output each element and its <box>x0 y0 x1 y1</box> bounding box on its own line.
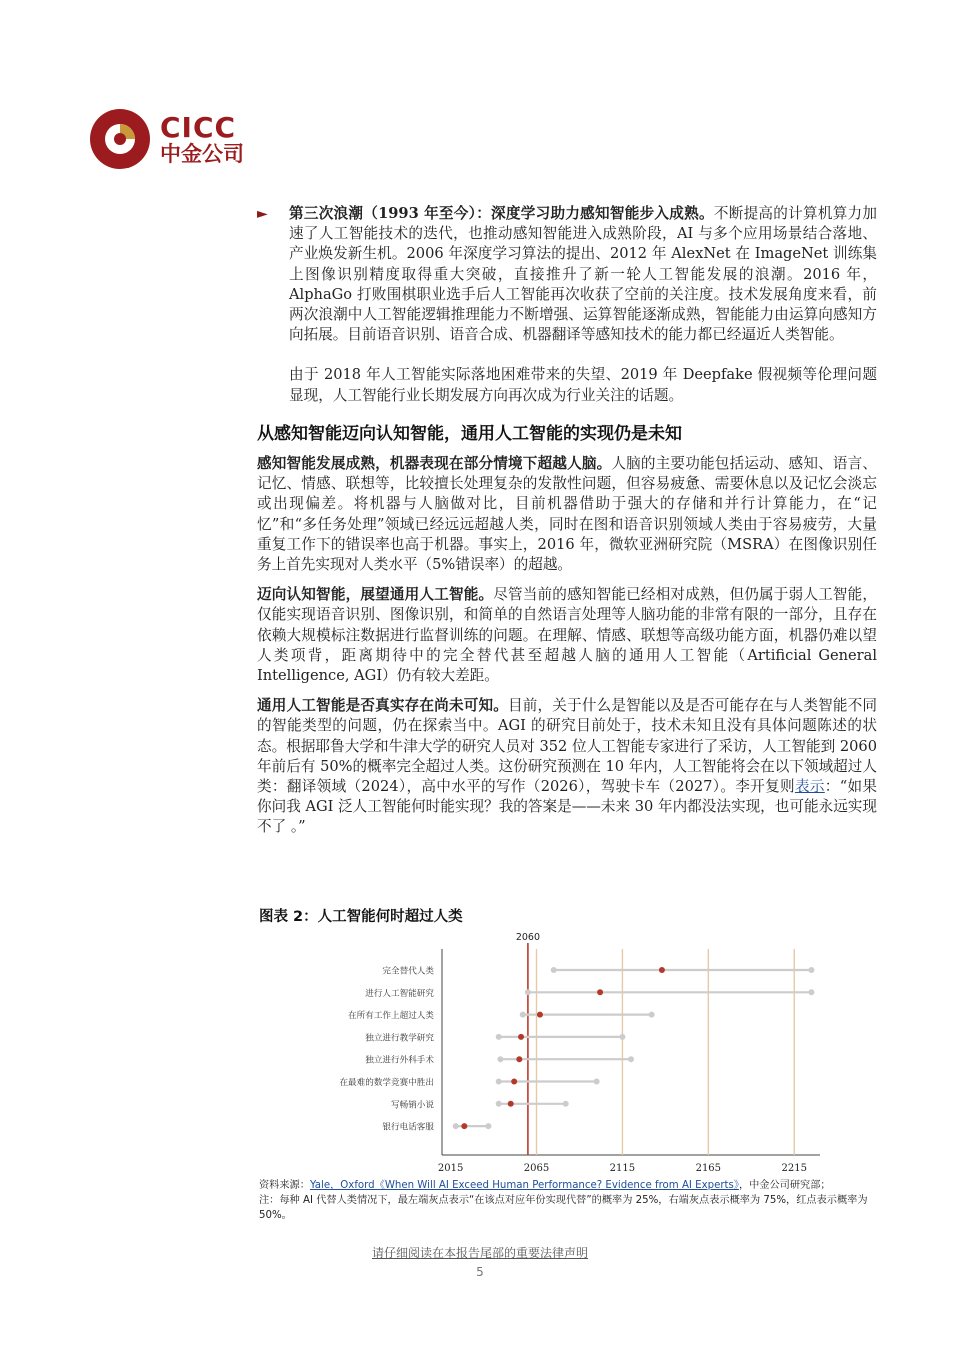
median-point-6 <box>508 1101 514 1107</box>
legal-notice-link[interactable]: 请仔细阅读在本报告尾部的重要法律声明 <box>371 1246 588 1260</box>
x-tick-label-2: 2115 <box>609 1163 636 1174</box>
median-point-4 <box>516 1056 522 1062</box>
low-point-2 <box>520 1012 526 1018</box>
paragraph-agi-tail: ：“如果你问我 AGI 泛人工智能何时能实现？我的答案是——未来 30 年内都没法实现，也可能永远实现不了 。” <box>257 778 877 836</box>
chart-source <box>259 1178 879 1223</box>
x-tick-label-0: 2015 <box>437 1163 464 1174</box>
section-heading: 从感知智能迈向认知智能，通用人工智能的实现仍是未知 <box>257 423 682 444</box>
low-point-3 <box>496 1034 502 1040</box>
median-point-1 <box>597 989 603 995</box>
source-link[interactable]: Yale，Oxford《When Will AI Exceed Human Performance? Evidence from AI Experts》 <box>309 1180 739 1191</box>
low-point-6 <box>496 1101 502 1107</box>
high-point-4 <box>628 1056 634 1062</box>
category-label-6: 写畅销小说 <box>391 1100 434 1111</box>
cicc-logo-mark-icon <box>88 108 152 170</box>
ai-surpass-chart <box>260 925 860 1175</box>
median-point-3 <box>518 1034 524 1040</box>
logo-chinese: 中金公司 <box>160 141 244 166</box>
bullet-text: 不断提高的计算机算力加速了人工智能技术的迭代，也推动感知智能进入成熟阶段，AI 与多个应用场景结合落地、产业焕发新生机。2006 年深度学习算法的提出、2012 年 AlexNet 在 ImageNet 训练集上图像识别精度取得重大突破，直接推升了新一轮人工智能发展的浪潮。2016 年，AlphaGo 打败围棋职业选手后人工智能再次收获了空前的关注度。技术发展角度来看，前两次浪潮中人工智能逻辑推理能力不断增强、运算智能逐渐成熟，智能能力由运算向感知方向拓展。目前语音识别、语音合成、机器翻译等感知技术的能力都已经逼近人类智能。 <box>289 205 877 344</box>
paragraph-perception-title: 感知智能发展成熟，机器表现在部分情境下超越人脑。 <box>257 455 612 473</box>
paragraph-agi-text: 目前，关于什么是智能以及是否可能存在与人类智能不同的智能类型的问题，仍在探索当中。AGI 的研究目前处于，技术未知且没有具体问题陈述的状态。根据耶鲁大学和牛津大学的研究人员对 352 位人工智能专家进行了采访，人工智能到 2060 年前后有 50%的概率完全超过人类。这份研究预测在 10 年内，人工智能将会在以下领域超过人类：翻译领域（2024），高中水平的写作（2026），驾驶卡车（2027）。李开复则 <box>257 697 877 796</box>
low-point-4 <box>497 1056 503 1062</box>
high-point-2 <box>649 1012 655 1018</box>
reference-label: 2060 <box>515 932 541 943</box>
paragraph-cognition <box>257 585 877 686</box>
x-tick-label-1: 2065 <box>523 1163 550 1174</box>
high-point-3 <box>619 1034 625 1040</box>
category-label-7: 银行电话客服 <box>382 1122 434 1133</box>
paragraph-agi-title: 通用人工智能是否真实存在尚未可知。 <box>257 697 509 715</box>
category-label-4: 独立进行外科手术 <box>365 1055 434 1066</box>
source-tail: ，中金公司研究部； <box>738 1180 831 1191</box>
x-tick-label-4: 2215 <box>781 1163 807 1174</box>
high-point-1 <box>808 989 814 995</box>
median-point-2 <box>537 1012 543 1018</box>
logo-english: CICC <box>160 110 237 144</box>
source-note: 注：每种 AI 代替人类情况下，最左端灰点表示“在该点对应年份实现代替”的概率为 25%，右端灰点表示概率为 75%，红点表示概率为 50%。 <box>259 1195 868 1221</box>
source-label: 资料来源： <box>259 1180 310 1191</box>
paragraph-perception <box>257 454 877 575</box>
high-point-0 <box>808 967 814 973</box>
paragraph-cognition-text: 尽管当前的感知智能已经相对成熟，但仍属于弱人工智能，仅能实现语音识别、图像识别，和简单的自然语言处理等人脑功能的非常有限的一部分，且存在依赖大规模标注数据进行监督训练的问题。在理解、情感、联想等高级功能方面，机器仍难以望人类项背，距离期待中的完全替代甚至超越人脑的通用人工智能（Artificial General Intelligence, AGI）仍有较大差距。 <box>257 586 877 685</box>
low-point-1 <box>525 989 531 995</box>
category-label-1: 进行人工智能研究 <box>365 988 434 999</box>
report-body <box>257 204 877 838</box>
median-point-5 <box>511 1079 517 1085</box>
low-point-0 <box>551 967 557 973</box>
high-point-5 <box>594 1079 600 1085</box>
x-tick-label-3: 2165 <box>695 1163 722 1174</box>
paragraph-agi <box>257 696 877 837</box>
low-point-7 <box>453 1123 459 1129</box>
sub-paragraph: 由于 2018 年人工智能实际落地困难带来的失望、2019 年 Deepfake 假视频等伦理问题显现，人工智能行业长期发展方向再次成为行业关注的话题。 <box>289 366 877 404</box>
category-label-2: 在所有工作上超过人类 <box>348 1011 434 1022</box>
cicc-logo <box>88 108 244 170</box>
paragraph-cognition-title: 迈向认知智能，展望通用人工智能。 <box>257 586 494 604</box>
category-label-5: 在最难的数学竞赛中胜出 <box>339 1078 434 1088</box>
high-point-6 <box>563 1101 569 1107</box>
bullet-title: 第三次浪潮（1993 年至今）：深度学习助力感知智能步入成熟。 <box>289 205 714 222</box>
median-point-7 <box>461 1123 467 1129</box>
bullet-third-wave <box>257 204 877 345</box>
median-point-0 <box>659 967 665 973</box>
bullet-arrow-icon: ► <box>257 206 268 222</box>
high-point-7 <box>485 1123 491 1129</box>
chart-title: 图表 2：人工智能何时超过人类 <box>259 909 463 925</box>
page-number: 5 <box>476 1265 484 1279</box>
quote-link[interactable]: 表示 <box>794 778 825 796</box>
category-label-0: 完全替代人类 <box>382 966 434 977</box>
paragraph-perception-text: 人脑的主要功能包括运动、感知、语言、记忆、情感、联想等，比较擅长处理复杂的发散性问题，但容易疲惫、需要休息以及记忆会淡忘或出现偏差。将机器与人脑做对比，目前机器借助于强大的存储和并行计算能力，在“记忆”和“多任务处理”领域已经远远超越人类，同时在图和语音识别领域人类由于容易疲劳，大量重复工作下的错误率也高于机器。事实上，2016 年，微软亚洲研究院（MSRA）在图像识别任务上首先实现对人类水平（5%错误率）的超越。 <box>257 455 877 574</box>
low-point-5 <box>496 1079 502 1085</box>
category-label-3: 独立进行教学研究 <box>365 1033 434 1044</box>
footer <box>0 1244 960 1279</box>
